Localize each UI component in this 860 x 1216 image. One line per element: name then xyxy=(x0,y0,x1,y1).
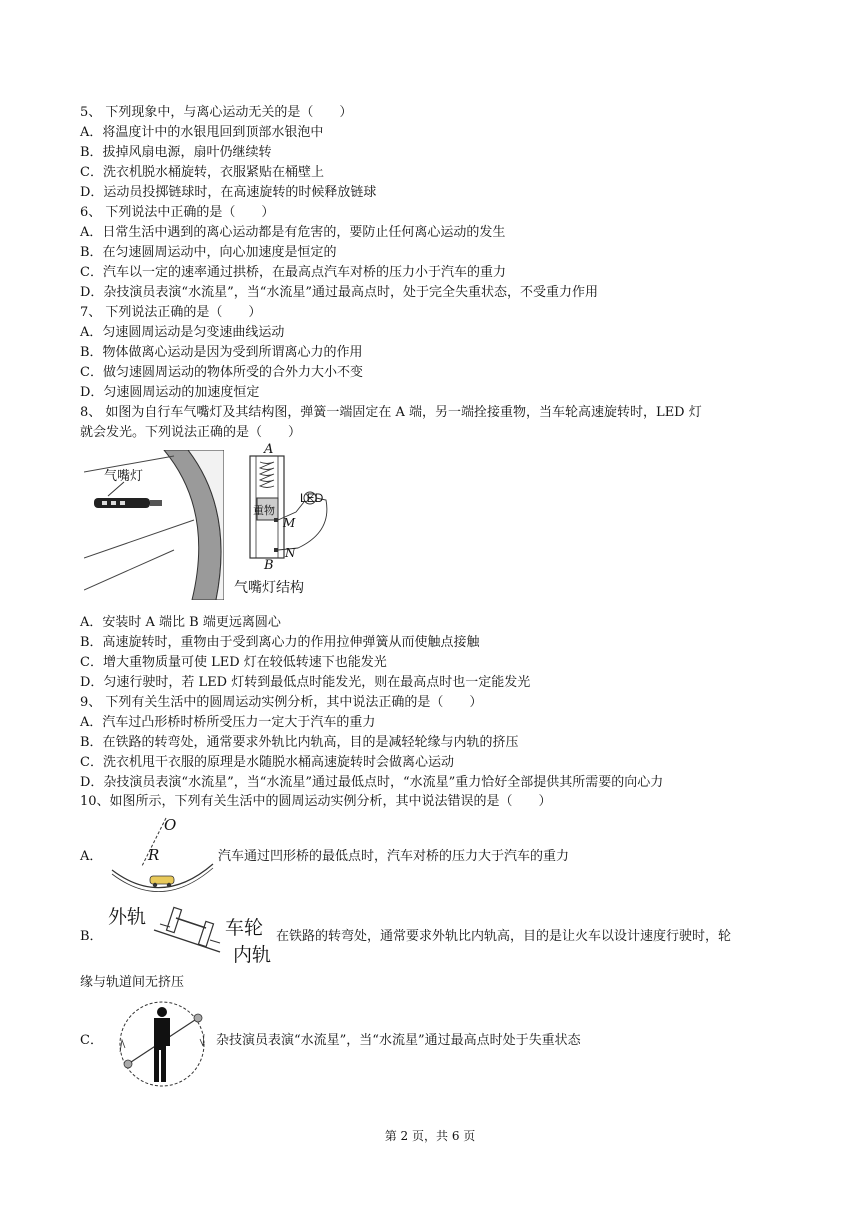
label-o: O xyxy=(164,816,177,834)
q10-option-b-label: B． xyxy=(80,929,103,944)
q9-option-a: A．汽车过凸形桥时桥所受压力一定大于汽车的重力 xyxy=(80,715,376,730)
label-outer-rail: 外轨 xyxy=(108,907,147,928)
label-inner-rail: 内轨 xyxy=(233,945,272,966)
label-a-end: A xyxy=(264,442,274,457)
label-b-end: B xyxy=(264,558,274,573)
label-m: M xyxy=(283,516,296,530)
q5-option-c: C．洗衣机脱水桶旋转，衣服紧贴在桶壁上 xyxy=(80,165,324,180)
q6-option-b: B．在匀速圆周运动中，向心加速度是恒定的 xyxy=(80,245,337,260)
q10-option-a-text: 汽车通过凹形桥的最低点时，汽车对桥的压力大于汽车的重力 xyxy=(218,849,570,864)
label-n: N xyxy=(285,546,296,560)
q6-option-a: A．日常生活中遇到的离心运动都是有危害的，要防止任何离心运动的发生 xyxy=(80,225,506,240)
q5-option-b: B．拔掉风扇电源，扇叶仍继续转 xyxy=(80,145,272,160)
q7-option-b: B．物体做离心运动是因为受到所谓离心力的作用 xyxy=(80,345,363,360)
q10-option-b-text-line1: 在铁路的转弯处，通常要求外轨比内轨高，目的是让火车以设计速度行驶时，轮 xyxy=(276,929,732,944)
q10-option-c-label: C． xyxy=(80,1033,103,1048)
q7-option-a: A．匀速圆周运动是匀变速曲线运动 xyxy=(80,325,285,340)
q5-option-d: D．运动员投掷链球时，在高速旋转的时候释放链球 xyxy=(80,185,377,200)
q10-option-c-text: 杂技演员表演“水流星”，当“水流星”通过最高点时处于失重状态 xyxy=(216,1033,581,1048)
lamp-label: 气嘴灯 xyxy=(104,469,144,484)
concave-bridge-figure xyxy=(110,814,215,892)
q7-option-d: D．匀速圆周运动的加速度恒定 xyxy=(80,385,260,400)
q8-option-d: D．匀速行驶时，若 LED 灯转到最低点时能发光，则在最高点时也一定能发光 xyxy=(80,675,531,690)
q10-option-b-text-line2: 缘与轨道间无挤压 xyxy=(80,975,185,990)
q8-stem-line1: 8、 如图为自行车气嘴灯及其结构图，弹簧一端固定在 A 端，另一端拴接重物，当车轮高速旋转时，LED 灯 xyxy=(80,405,702,420)
water-meteor-figure xyxy=(114,998,210,1090)
q5-stem: 5、 下列现象中，与离心运动无关的是（ ） xyxy=(80,105,353,120)
q8-option-c: C．增大重物质量可使 LED 灯在较低转速下也能发光 xyxy=(80,655,387,670)
label-r: R xyxy=(148,846,160,864)
q6-option-d: D．杂技演员表演“水流星”，当“水流星”通过最高点时，处于完全失重状态，不受重力作用 xyxy=(80,285,599,300)
label-weight: 重物 xyxy=(253,504,275,517)
q6-stem: 6、 下列说法中正确的是（ ） xyxy=(80,205,275,220)
q5-option-a: A．将温度计中的水银甩回到顶部水银泡中 xyxy=(80,125,324,140)
q9-stem: 9、 下列有关生活中的圆周运动实例分析，其中说法正确的是（ ） xyxy=(80,695,483,710)
q8-stem-line2: 就会发光。下列说法正确的是（ ） xyxy=(80,425,302,440)
label-wheel: 车轮 xyxy=(225,918,264,939)
structure-caption: 气嘴灯结构 xyxy=(234,579,304,595)
q9-option-b: B．在铁路的转弯处，通常要求外轨比内轨高，目的是减轻轮缘与内轨的挤压 xyxy=(80,735,519,750)
page-footer: 第 2 页，共 6 页 xyxy=(384,1129,476,1143)
q9-option-d: D．杂技演员表演“水流星”，当“水流星”通过最低点时，“水流星”重力恰好全部提供其所需要的向心力 xyxy=(80,775,664,790)
q8-option-b: B．高速旋转时，重物由于受到离心力的作用拉伸弹簧从而使触点接触 xyxy=(80,635,480,650)
q9-option-c: C．洗衣机甩干衣服的原理是水随脱水桶高速旋转时会做离心运动 xyxy=(80,755,454,770)
q10-option-a-label: A． xyxy=(80,849,103,864)
q7-stem: 7、 下列说法正确的是（ ） xyxy=(80,305,262,320)
q8-option-a: A．安装时 A 端比 B 端更远离圆心 xyxy=(80,615,281,630)
q10-stem: 10、如图所示，下列有关生活中的圆周运动实例分析，其中说法错误的是（ ） xyxy=(80,794,552,809)
railway-curve-figure xyxy=(150,900,230,956)
q6-option-c: C．汽车以一定的速率通过拱桥，在最高点汽车对桥的压力小于汽车的重力 xyxy=(80,265,506,280)
q7-option-c: C．做匀速圆周运动的物体所受的合外力大小不变 xyxy=(80,365,363,380)
label-led: LED xyxy=(300,491,324,505)
